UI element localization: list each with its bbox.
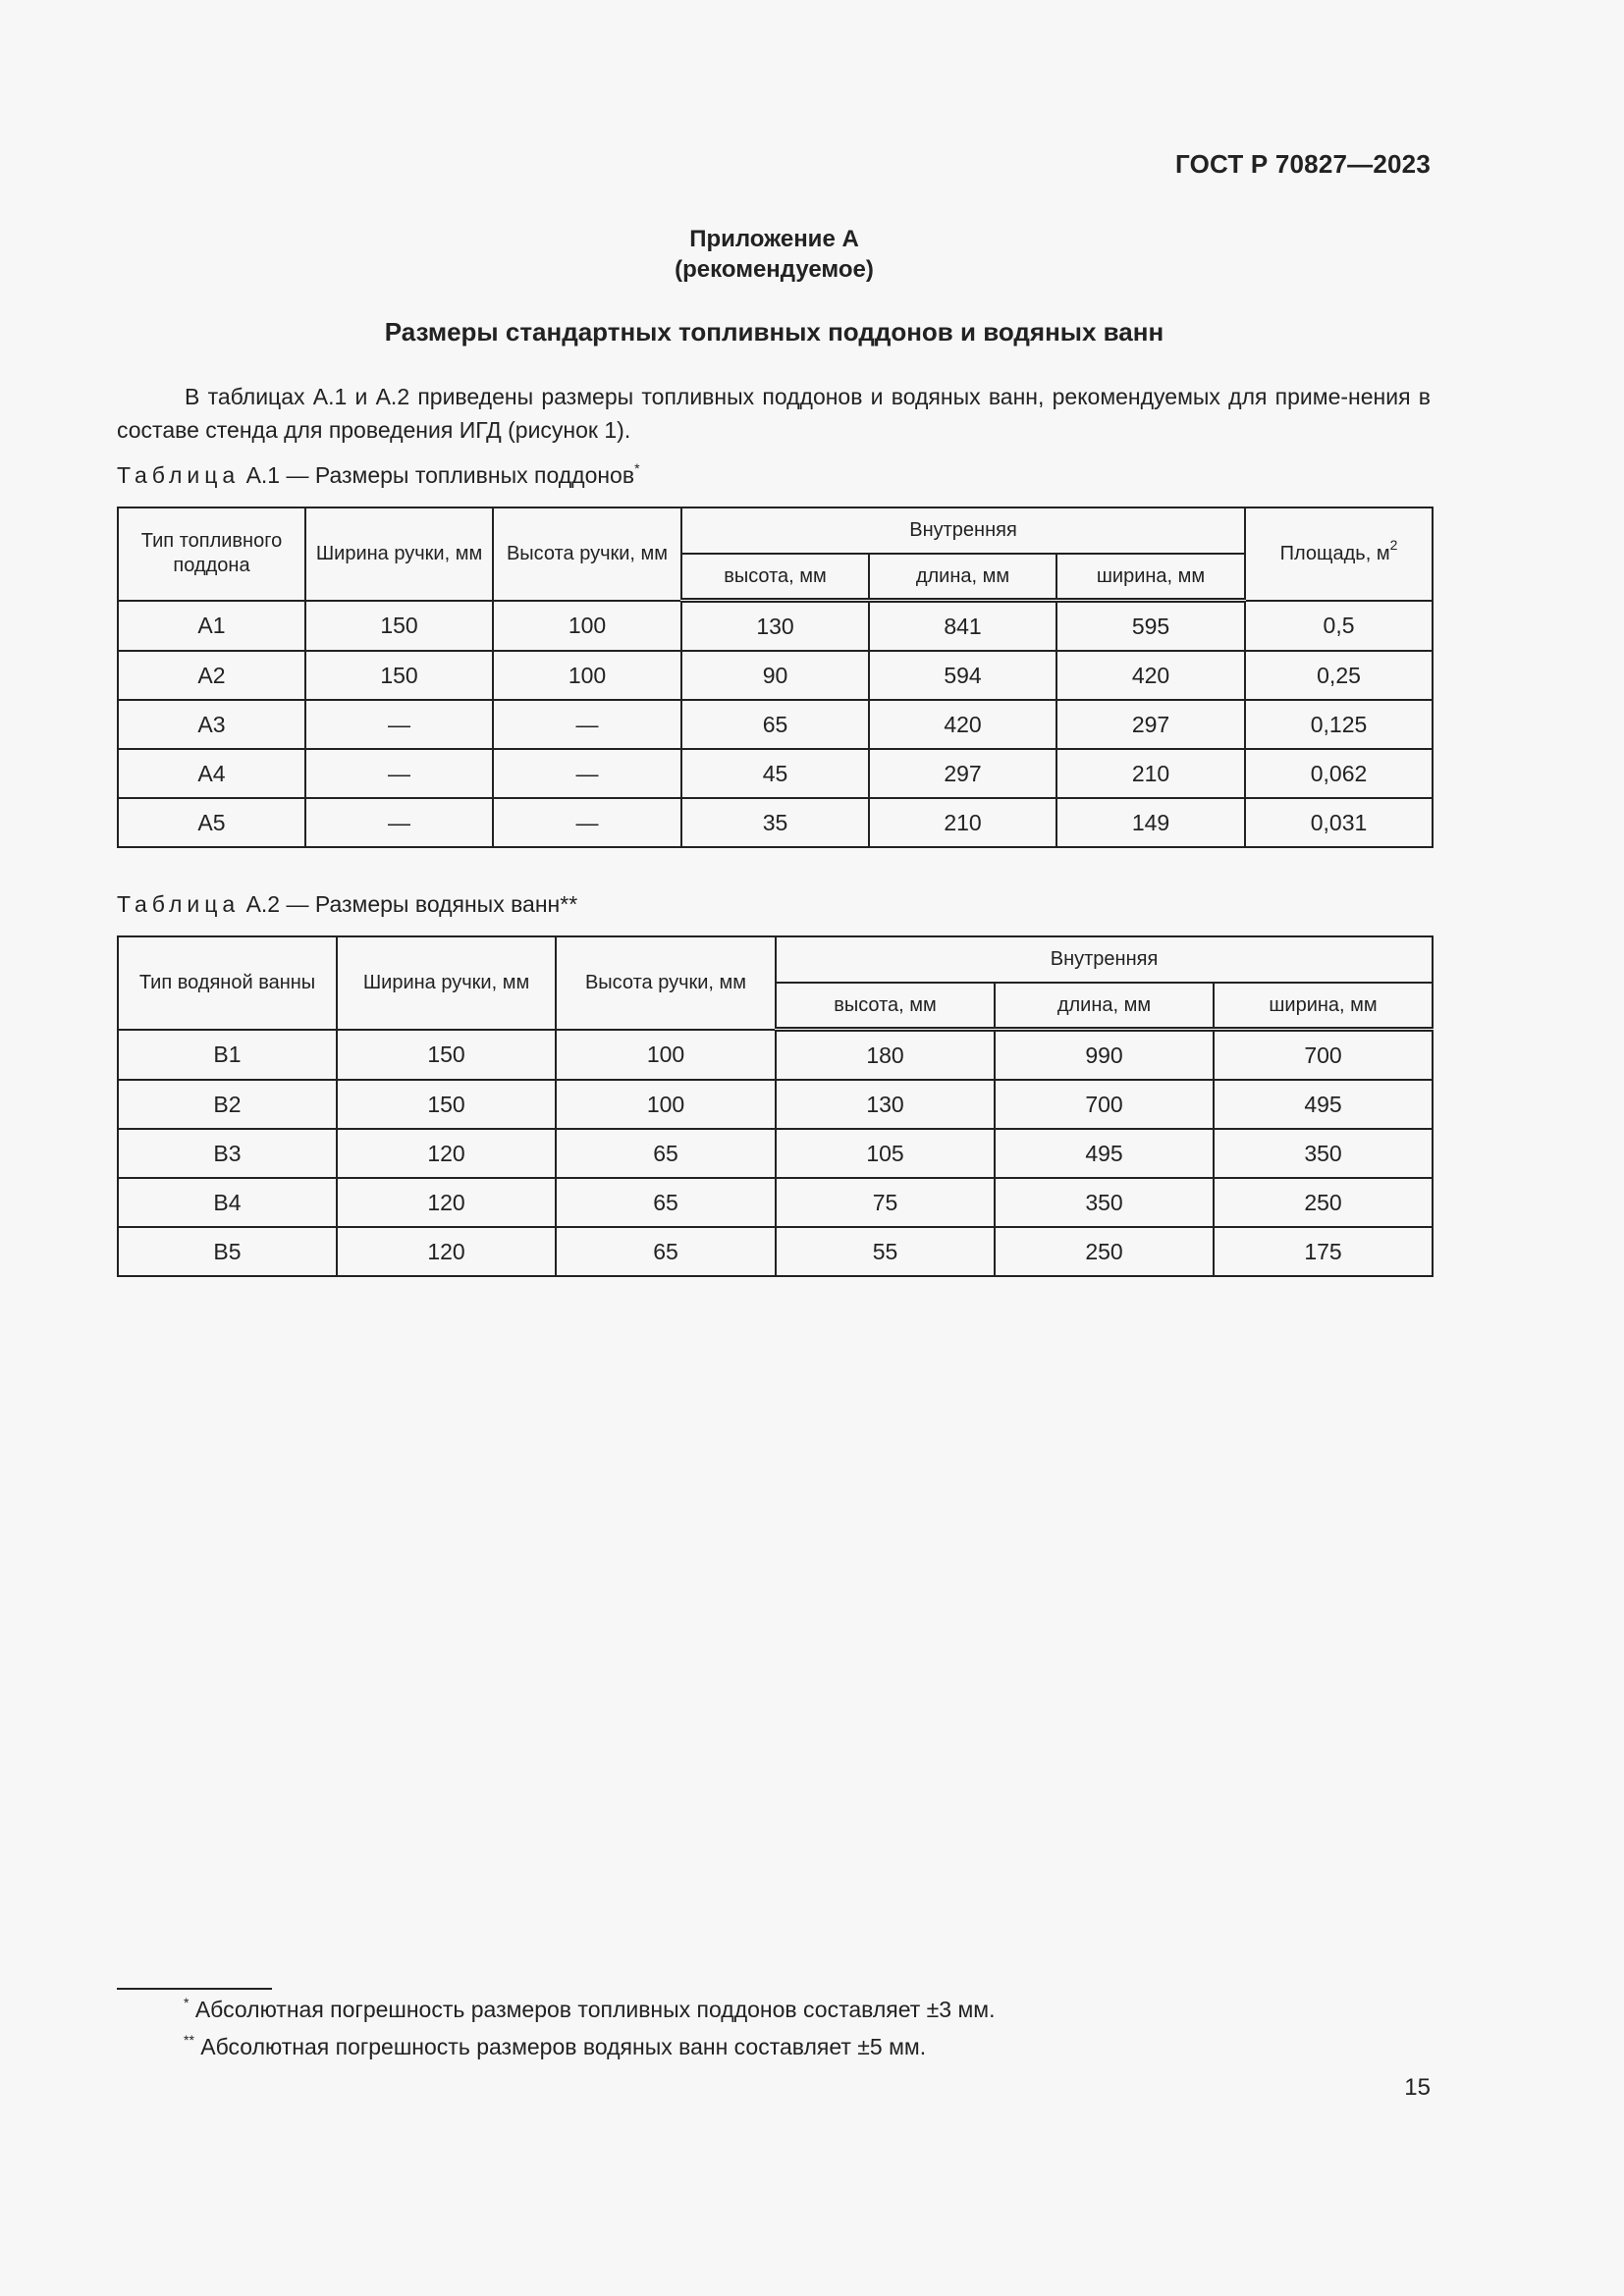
table-cell: 149 xyxy=(1056,798,1245,847)
table-cell: — xyxy=(305,749,493,798)
table-cell: А2 xyxy=(118,651,305,700)
table2-footnote-marker: ** xyxy=(560,891,578,917)
table-cell: 841 xyxy=(869,601,1056,652)
table-cell: 990 xyxy=(995,1030,1214,1081)
table-cell: 0,25 xyxy=(1245,651,1433,700)
table2-caption-text: А.2 — Размеры водяных ванн xyxy=(245,891,561,917)
table-cell: 0,062 xyxy=(1245,749,1433,798)
table2-row xyxy=(118,1178,1433,1227)
table-cell: — xyxy=(493,749,681,798)
table-cell: — xyxy=(493,798,681,847)
table-cell: — xyxy=(493,700,681,749)
header-type: Тип водяной ванны xyxy=(118,936,337,1030)
intro-paragraph: В таблицах А.1 и А.2 приведены размеры топливных поддонов и водяных ванн, рекомендуемых для приме-нения в составе стенда для проведения ИГД (рисунок 1). xyxy=(117,384,1431,443)
table-cell: В4 xyxy=(118,1178,337,1227)
table-cell: 100 xyxy=(556,1030,776,1081)
table2-row xyxy=(118,1227,1433,1276)
table1-footnote-marker: * xyxy=(634,460,640,476)
header-inner-width: ширина, мм xyxy=(1214,983,1433,1030)
table-cell: 350 xyxy=(995,1178,1214,1227)
table-cell: 420 xyxy=(869,700,1056,749)
table-cell: 700 xyxy=(995,1080,1214,1129)
header-inner-height: высота, мм xyxy=(681,554,869,601)
table-cell: 595 xyxy=(1056,601,1245,652)
table-cell: 150 xyxy=(305,601,493,652)
section-title: Размеры стандартных топливных поддонов и водяных ванн xyxy=(384,317,1164,347)
table2-body xyxy=(118,1030,1433,1277)
appendix-title: Приложение А xyxy=(689,226,859,252)
table1-label: Таблица xyxy=(117,462,241,488)
table1-row xyxy=(118,651,1433,700)
table-cell: 180 xyxy=(776,1030,995,1081)
header-handle-width: Ширина ручки, мм xyxy=(337,936,556,1030)
table-cell: 100 xyxy=(556,1080,776,1129)
table-cell: А1 xyxy=(118,601,305,652)
table1-row xyxy=(118,749,1433,798)
table-cell: 130 xyxy=(681,601,869,652)
table-cell: 150 xyxy=(337,1080,556,1129)
table-cell: 120 xyxy=(337,1178,556,1227)
table-cell: 250 xyxy=(1214,1178,1433,1227)
table-cell: 700 xyxy=(1214,1030,1433,1081)
table-cell: А4 xyxy=(118,749,305,798)
table1-caption-text: А.1 — Размеры топливных поддонов xyxy=(245,462,635,488)
header-handle-width: Ширина ручки, мм xyxy=(305,507,493,601)
table-fuel-trays xyxy=(117,507,1434,848)
header-inner-height: высота, мм xyxy=(776,983,995,1030)
table-cell: В3 xyxy=(118,1129,337,1178)
document-id: ГОСТ Р 70827—2023 xyxy=(1175,149,1431,179)
table-cell: 0,5 xyxy=(1245,601,1433,652)
table-cell: В2 xyxy=(118,1080,337,1129)
table-cell: 65 xyxy=(556,1178,776,1227)
table-cell: 100 xyxy=(493,651,681,700)
table-water-baths xyxy=(117,935,1434,1277)
header-inner-length: длина, мм xyxy=(869,554,1056,601)
table-cell: — xyxy=(305,798,493,847)
footnote-2 xyxy=(184,2034,926,2060)
table-cell: 65 xyxy=(556,1129,776,1178)
table2-row xyxy=(118,1030,1433,1081)
table-cell: 55 xyxy=(776,1227,995,1276)
table-cell: 297 xyxy=(1056,700,1245,749)
footnote-2-marker: ** xyxy=(184,2032,194,2048)
table-cell: — xyxy=(305,700,493,749)
header-type: Тип топливного поддона xyxy=(118,507,305,601)
table-cell: 90 xyxy=(681,651,869,700)
table-cell: А5 xyxy=(118,798,305,847)
footnote-1-marker: * xyxy=(184,1995,189,2010)
table-cell: 210 xyxy=(1056,749,1245,798)
table-cell: 105 xyxy=(776,1129,995,1178)
table-cell: 150 xyxy=(305,651,493,700)
table-cell: 150 xyxy=(337,1030,556,1081)
table-cell: 175 xyxy=(1214,1227,1433,1276)
table-cell: 495 xyxy=(995,1129,1214,1178)
table-cell: 130 xyxy=(776,1080,995,1129)
table1-row xyxy=(118,798,1433,847)
table-cell: 594 xyxy=(869,651,1056,700)
footnote-divider xyxy=(117,1988,272,1990)
table-cell: 0,031 xyxy=(1245,798,1433,847)
table-cell: А3 xyxy=(118,700,305,749)
table2-caption xyxy=(117,891,577,918)
table-cell: 75 xyxy=(776,1178,995,1227)
footnote-2-text: Абсолютная погрешность размеров водяных ванн составляет ±5 мм. xyxy=(200,2034,927,2059)
table-cell: 35 xyxy=(681,798,869,847)
table-cell: 65 xyxy=(556,1227,776,1276)
table-cell: 210 xyxy=(869,798,1056,847)
table-cell: 495 xyxy=(1214,1080,1433,1129)
table1-body xyxy=(118,601,1433,848)
table2-label: Таблица xyxy=(117,891,241,917)
header-inner-width: ширина, мм xyxy=(1056,554,1245,601)
table-cell: 120 xyxy=(337,1227,556,1276)
header-handle-height: Высота ручки, мм xyxy=(556,936,776,1030)
table1-caption xyxy=(117,462,640,489)
appendix-heading xyxy=(0,224,1548,285)
table-cell: 350 xyxy=(1214,1129,1433,1178)
header-inner-length: длина, мм xyxy=(995,983,1214,1030)
table2-row xyxy=(118,1080,1433,1129)
table-cell: В1 xyxy=(118,1030,337,1081)
header-area xyxy=(1245,507,1433,601)
page-number: 15 xyxy=(1404,2074,1431,2101)
appendix-subtitle: (рекомендуемое) xyxy=(675,256,874,283)
header-inner: Внутренняя xyxy=(681,507,1245,554)
table-cell: 100 xyxy=(493,601,681,652)
table-cell: 297 xyxy=(869,749,1056,798)
table-cell: 65 xyxy=(681,700,869,749)
footnote-1-text: Абсолютная погрешность размеров топливных поддонов составляет ±3 мм. xyxy=(194,1997,996,2022)
table-cell: 250 xyxy=(995,1227,1214,1276)
table2-row xyxy=(118,1129,1433,1178)
table1-row xyxy=(118,700,1433,749)
header-handle-height: Высота ручки, мм xyxy=(493,507,681,601)
header-area-label: Площадь, м xyxy=(1279,542,1390,564)
table1-row xyxy=(118,601,1433,652)
table-cell: 420 xyxy=(1056,651,1245,700)
table-cell: 120 xyxy=(337,1129,556,1178)
footnote-1 xyxy=(184,1997,995,2023)
header-inner: Внутренняя xyxy=(776,936,1433,983)
table-cell: 0,125 xyxy=(1245,700,1433,749)
table-cell: 45 xyxy=(681,749,869,798)
table-cell: В5 xyxy=(118,1227,337,1276)
header-area-sup: 2 xyxy=(1389,536,1398,553)
